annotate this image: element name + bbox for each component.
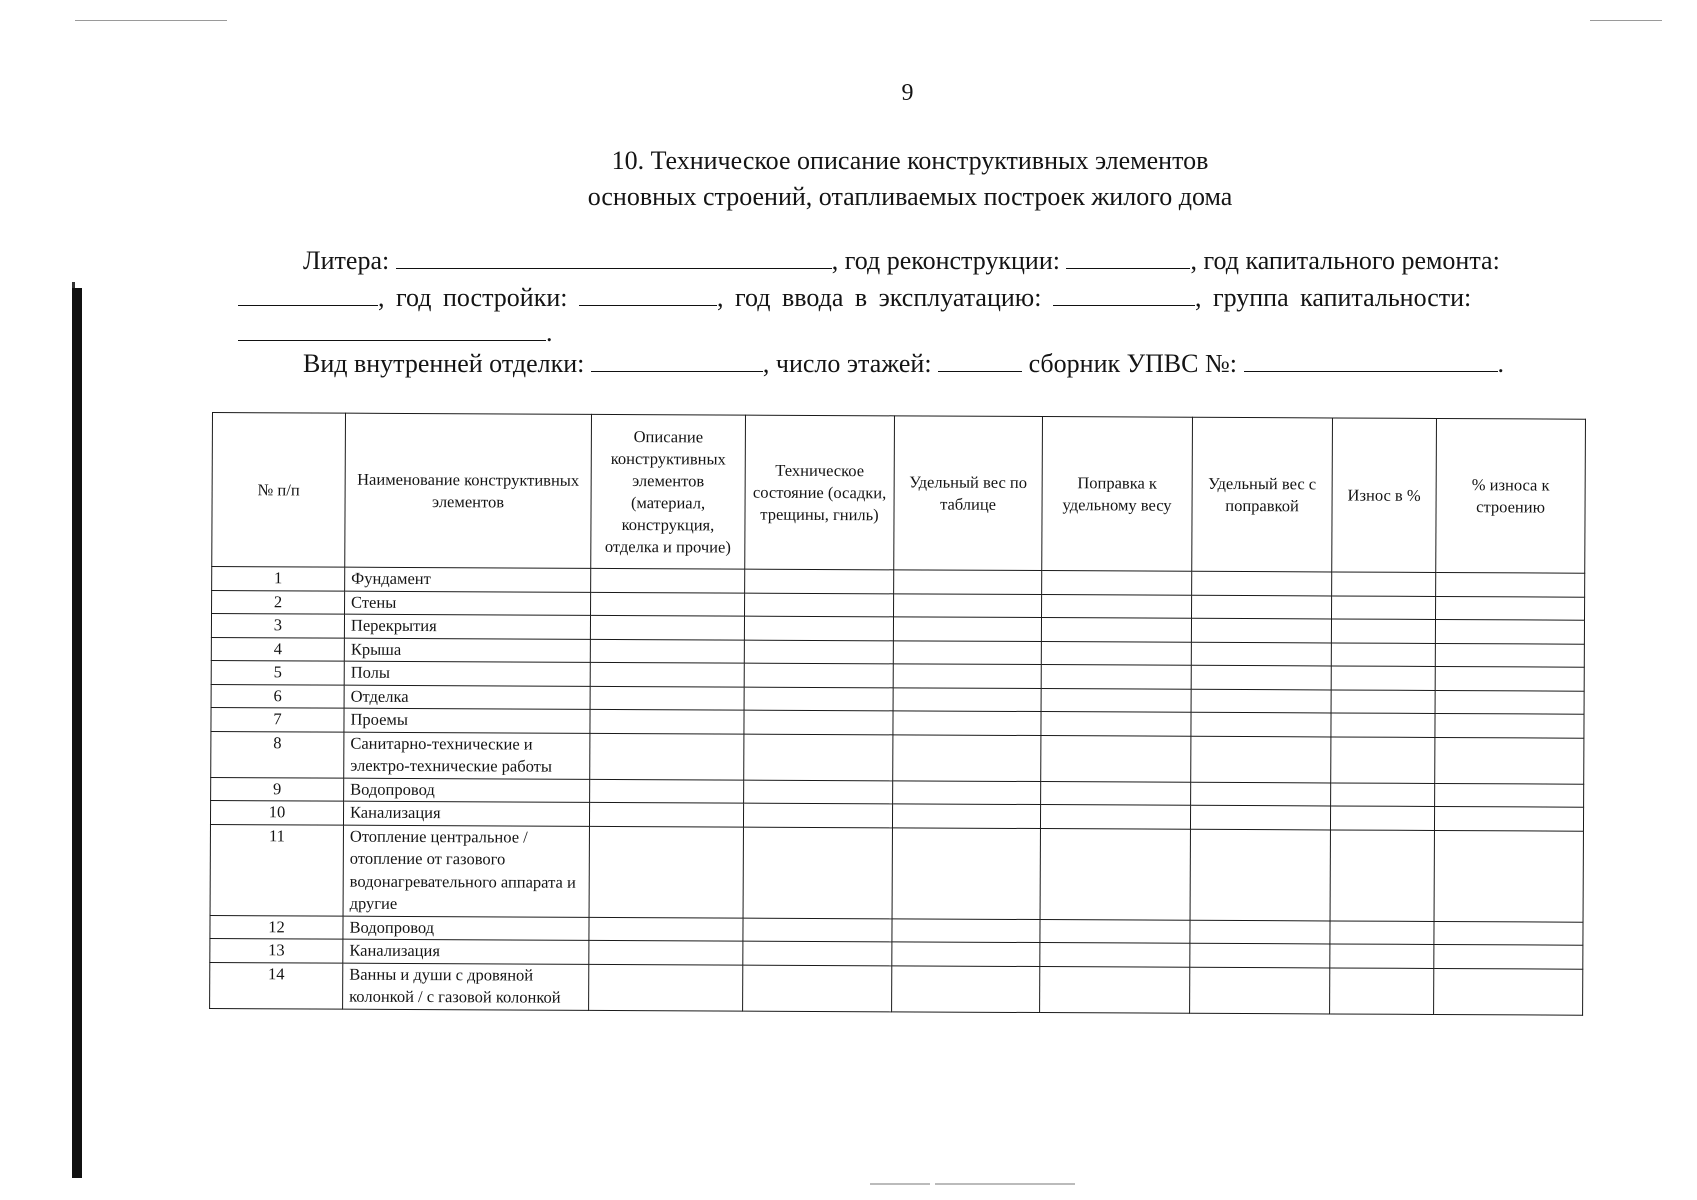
weight-correction-cell[interactable] bbox=[1040, 943, 1190, 967]
specific-weight-cell[interactable] bbox=[894, 593, 1042, 617]
weight-correction-cell[interactable] bbox=[1041, 665, 1191, 689]
field-line-1 bbox=[303, 244, 1500, 276]
scan-edge-line-right bbox=[1590, 20, 1662, 21]
finish-type-label: Вид внутренней отделки: bbox=[303, 349, 585, 378]
build-year-label: , год постройки: bbox=[378, 283, 568, 312]
row-number: 1 bbox=[212, 567, 345, 591]
specific-weight-cell[interactable] bbox=[893, 711, 1041, 735]
description-cell[interactable] bbox=[590, 639, 744, 663]
description-cell[interactable] bbox=[589, 940, 743, 964]
structural-elements-table bbox=[209, 412, 1586, 1015]
table-header-row bbox=[212, 413, 1586, 574]
corrected-weight-cell[interactable] bbox=[1192, 571, 1332, 595]
corrected-weight-cell[interactable] bbox=[1191, 736, 1331, 783]
corrected-weight-cell[interactable] bbox=[1190, 920, 1330, 944]
technical-state-cell[interactable] bbox=[744, 780, 893, 804]
capital-repair-year-label: , год капитального ремонта: bbox=[1190, 246, 1500, 275]
wear-to-building-cell[interactable] bbox=[1434, 830, 1583, 922]
description-cell[interactable] bbox=[589, 964, 743, 1011]
specific-weight-cell[interactable] bbox=[893, 640, 1041, 664]
wear-to-building-cell[interactable] bbox=[1435, 619, 1584, 643]
row-element-name: Канализация bbox=[343, 801, 589, 826]
corrected-weight-cell[interactable] bbox=[1191, 712, 1331, 736]
capital-group-blank[interactable] bbox=[238, 316, 546, 341]
row-element-name: Крыша bbox=[344, 638, 590, 663]
wear-to-building-cell[interactable] bbox=[1435, 643, 1584, 667]
row-element-name: Проемы bbox=[344, 708, 590, 733]
technical-state-cell[interactable] bbox=[744, 640, 893, 664]
upvs-blank[interactable] bbox=[1244, 347, 1498, 372]
technical-state-cell[interactable] bbox=[744, 710, 893, 734]
description-cell[interactable] bbox=[589, 917, 743, 941]
wear-percent-cell[interactable] bbox=[1332, 572, 1436, 596]
period-mark: . bbox=[546, 318, 553, 347]
technical-state-cell[interactable] bbox=[743, 803, 892, 827]
weight-correction-cell[interactable] bbox=[1041, 781, 1191, 805]
wear-to-building-cell[interactable] bbox=[1436, 572, 1585, 596]
wear-percent-cell[interactable] bbox=[1332, 595, 1436, 619]
page-title bbox=[520, 143, 1300, 215]
commission-year-blank[interactable] bbox=[1053, 281, 1195, 306]
header-specific-weight: Удельный вес по таблице bbox=[894, 416, 1043, 571]
description-cell[interactable] bbox=[589, 826, 743, 918]
wear-to-building-cell[interactable] bbox=[1434, 806, 1583, 830]
row-element-name: Санитарно-технические и электро-технические работы bbox=[344, 732, 590, 779]
specific-weight-cell[interactable] bbox=[893, 780, 1041, 804]
corrected-weight-cell[interactable] bbox=[1191, 618, 1331, 642]
row-number: 13 bbox=[210, 938, 343, 962]
scan-binding-shadow bbox=[72, 288, 82, 1178]
description-cell[interactable] bbox=[591, 592, 745, 616]
wear-percent-cell[interactable] bbox=[1330, 944, 1434, 968]
upvs-label: сборник УПВС №: bbox=[1028, 349, 1238, 378]
row-number: 5 bbox=[211, 660, 344, 684]
row-element-name: Отделка bbox=[344, 685, 590, 710]
row-element-name: Водопровод bbox=[344, 778, 590, 803]
wear-percent-cell[interactable] bbox=[1331, 689, 1435, 713]
floors-label: , число этажей: bbox=[762, 349, 932, 378]
specific-weight-cell[interactable] bbox=[894, 570, 1042, 594]
row-element-name: Фундамент bbox=[345, 567, 591, 592]
description-cell[interactable] bbox=[589, 802, 743, 826]
scan-smudge-2 bbox=[935, 1183, 1075, 1185]
build-year-blank[interactable] bbox=[579, 281, 717, 306]
row-element-name: Перекрытия bbox=[344, 614, 590, 639]
wear-percent-cell[interactable] bbox=[1331, 713, 1435, 737]
commission-year-label: , год ввода в эксплуатацию: bbox=[716, 283, 1042, 312]
description-cell[interactable] bbox=[591, 568, 745, 592]
weight-correction-cell[interactable] bbox=[1041, 618, 1191, 642]
wear-to-building-cell[interactable] bbox=[1436, 596, 1585, 620]
reconstruction-year-label: , год реконструкции: bbox=[831, 246, 1060, 275]
specific-weight-cell[interactable] bbox=[893, 617, 1041, 641]
row-number: 2 bbox=[212, 590, 345, 614]
floors-blank[interactable] bbox=[938, 347, 1022, 372]
technical-state-cell[interactable] bbox=[744, 616, 893, 640]
wear-to-building-cell[interactable] bbox=[1435, 690, 1584, 714]
wear-percent-cell[interactable] bbox=[1331, 782, 1435, 806]
description-cell[interactable] bbox=[590, 615, 744, 639]
specific-weight-cell[interactable] bbox=[892, 942, 1040, 966]
row-number: 7 bbox=[211, 707, 344, 731]
row-number: 12 bbox=[210, 915, 343, 939]
scan-mark bbox=[72, 282, 75, 288]
corrected-weight-cell[interactable] bbox=[1190, 967, 1330, 1014]
row-element-name: Водопровод bbox=[343, 916, 589, 941]
description-cell[interactable] bbox=[590, 779, 744, 803]
row-number: 14 bbox=[210, 962, 343, 1009]
weight-correction-cell[interactable] bbox=[1041, 641, 1191, 665]
technical-state-cell[interactable] bbox=[743, 918, 892, 942]
row-number: 6 bbox=[211, 684, 344, 708]
capital-repair-year-blank[interactable] bbox=[238, 281, 378, 306]
table-row bbox=[210, 824, 1583, 922]
row-element-name: Полы bbox=[344, 661, 590, 686]
table-row bbox=[210, 962, 1583, 1015]
header-corrected-weight: Удельный вес с поправкой bbox=[1192, 417, 1333, 572]
specific-weight-cell[interactable] bbox=[893, 664, 1041, 688]
technical-state-cell[interactable] bbox=[745, 593, 894, 617]
row-number: 8 bbox=[211, 731, 344, 778]
header-wear-percent: Износ в % bbox=[1332, 418, 1437, 573]
wear-to-building-cell[interactable] bbox=[1435, 737, 1584, 784]
weight-correction-cell[interactable] bbox=[1042, 594, 1192, 618]
wear-percent-cell[interactable] bbox=[1331, 619, 1435, 643]
wear-to-building-cell[interactable] bbox=[1435, 783, 1584, 807]
wear-to-building-cell[interactable] bbox=[1434, 944, 1583, 968]
corrected-weight-cell[interactable] bbox=[1190, 943, 1330, 967]
wear-percent-cell[interactable] bbox=[1331, 736, 1435, 783]
corrected-weight-cell[interactable] bbox=[1191, 642, 1331, 666]
technical-state-cell[interactable] bbox=[743, 965, 892, 1012]
table-row bbox=[211, 731, 1584, 784]
title-line-1: 10. Техническое описание конструктивных элементов bbox=[611, 146, 1209, 175]
description-cell[interactable] bbox=[590, 733, 744, 780]
row-element-name: Отопление центральное / отопление от газового водонагревательного аппарата и другие bbox=[343, 825, 589, 917]
scan-edge-line-left bbox=[75, 20, 227, 21]
technical-state-cell[interactable] bbox=[743, 941, 892, 965]
table-body bbox=[210, 567, 1585, 1015]
liter-label: Литера: bbox=[303, 246, 390, 275]
reconstruction-year-blank[interactable] bbox=[1066, 244, 1190, 269]
wear-percent-cell[interactable] bbox=[1330, 806, 1434, 830]
wear-percent-cell[interactable] bbox=[1330, 967, 1434, 1014]
weight-correction-cell[interactable] bbox=[1041, 735, 1191, 782]
row-number: 4 bbox=[211, 637, 344, 661]
weight-correction-cell[interactable] bbox=[1040, 805, 1190, 829]
technical-state-cell[interactable] bbox=[745, 569, 894, 593]
row-element-name: Канализация bbox=[343, 939, 589, 964]
header-wear-to-building: % износа к строению bbox=[1436, 418, 1586, 573]
field-line-3 bbox=[238, 316, 553, 348]
description-cell[interactable] bbox=[590, 709, 744, 733]
weight-correction-cell[interactable] bbox=[1040, 966, 1190, 1013]
row-element-name: Стены bbox=[345, 591, 591, 616]
capital-group-label: , группа капитальности: bbox=[1194, 283, 1472, 312]
specific-weight-cell[interactable] bbox=[892, 965, 1040, 1012]
page-number: 9 bbox=[901, 80, 914, 106]
row-number: 10 bbox=[210, 800, 343, 824]
wear-to-building-cell[interactable] bbox=[1435, 713, 1584, 737]
title-line-2: основных строений, отапливаемых построек жилого дома bbox=[587, 182, 1233, 211]
corrected-weight-cell[interactable] bbox=[1191, 782, 1331, 806]
wear-to-building-cell[interactable] bbox=[1435, 666, 1584, 690]
end-period-mark: . bbox=[1497, 349, 1505, 378]
technical-state-cell[interactable] bbox=[744, 687, 893, 711]
wear-percent-cell[interactable] bbox=[1331, 642, 1435, 666]
scan-smudge-1 bbox=[870, 1183, 930, 1185]
header-description: Описание конструктивных элементов (материал, конструкция, отделка и прочие) bbox=[591, 414, 746, 569]
weight-correction-cell[interactable] bbox=[1041, 688, 1191, 712]
row-element-name: Ванны и души с дровяной колонкой / с газовой колонкой bbox=[343, 963, 589, 1010]
corrected-weight-cell[interactable] bbox=[1191, 689, 1331, 713]
description-cell[interactable] bbox=[590, 662, 744, 686]
specific-weight-cell[interactable] bbox=[892, 918, 1040, 942]
header-technical-state: Техническое состояние (осадки, трещины, гниль) bbox=[745, 415, 895, 570]
wear-to-building-cell[interactable] bbox=[1434, 968, 1583, 1015]
header-element-name: Наименование конструктивных элементов bbox=[345, 413, 592, 568]
weight-correction-cell[interactable] bbox=[1040, 828, 1190, 920]
header-weight-correction: Поправка к удельному весу bbox=[1042, 417, 1193, 572]
technical-state-cell[interactable] bbox=[744, 734, 893, 781]
weight-correction-cell[interactable] bbox=[1042, 571, 1192, 595]
corrected-weight-cell[interactable] bbox=[1191, 665, 1331, 689]
field-line-4 bbox=[303, 347, 1504, 379]
header-number: № п/п bbox=[212, 413, 346, 568]
weight-correction-cell[interactable] bbox=[1041, 712, 1191, 736]
wear-percent-cell[interactable] bbox=[1330, 920, 1434, 944]
liter-blank[interactable] bbox=[396, 244, 832, 269]
row-number: 9 bbox=[211, 777, 344, 801]
specific-weight-cell[interactable] bbox=[893, 687, 1041, 711]
technical-state-cell[interactable] bbox=[743, 827, 892, 919]
finish-type-blank[interactable] bbox=[591, 347, 763, 372]
wear-to-building-cell[interactable] bbox=[1434, 921, 1583, 945]
field-line-2 bbox=[238, 281, 1471, 313]
specific-weight-cell[interactable] bbox=[892, 827, 1040, 919]
weight-correction-cell[interactable] bbox=[1040, 919, 1190, 943]
corrected-weight-cell[interactable] bbox=[1190, 829, 1330, 921]
wear-percent-cell[interactable] bbox=[1331, 666, 1435, 690]
corrected-weight-cell[interactable] bbox=[1192, 595, 1332, 619]
row-number: 11 bbox=[210, 824, 343, 916]
row-number: 3 bbox=[211, 614, 344, 638]
specific-weight-cell[interactable] bbox=[892, 804, 1040, 828]
corrected-weight-cell[interactable] bbox=[1190, 805, 1330, 829]
specific-weight-cell[interactable] bbox=[893, 734, 1041, 781]
wear-percent-cell[interactable] bbox=[1330, 829, 1434, 921]
technical-state-cell[interactable] bbox=[744, 663, 893, 687]
description-cell[interactable] bbox=[590, 686, 744, 710]
